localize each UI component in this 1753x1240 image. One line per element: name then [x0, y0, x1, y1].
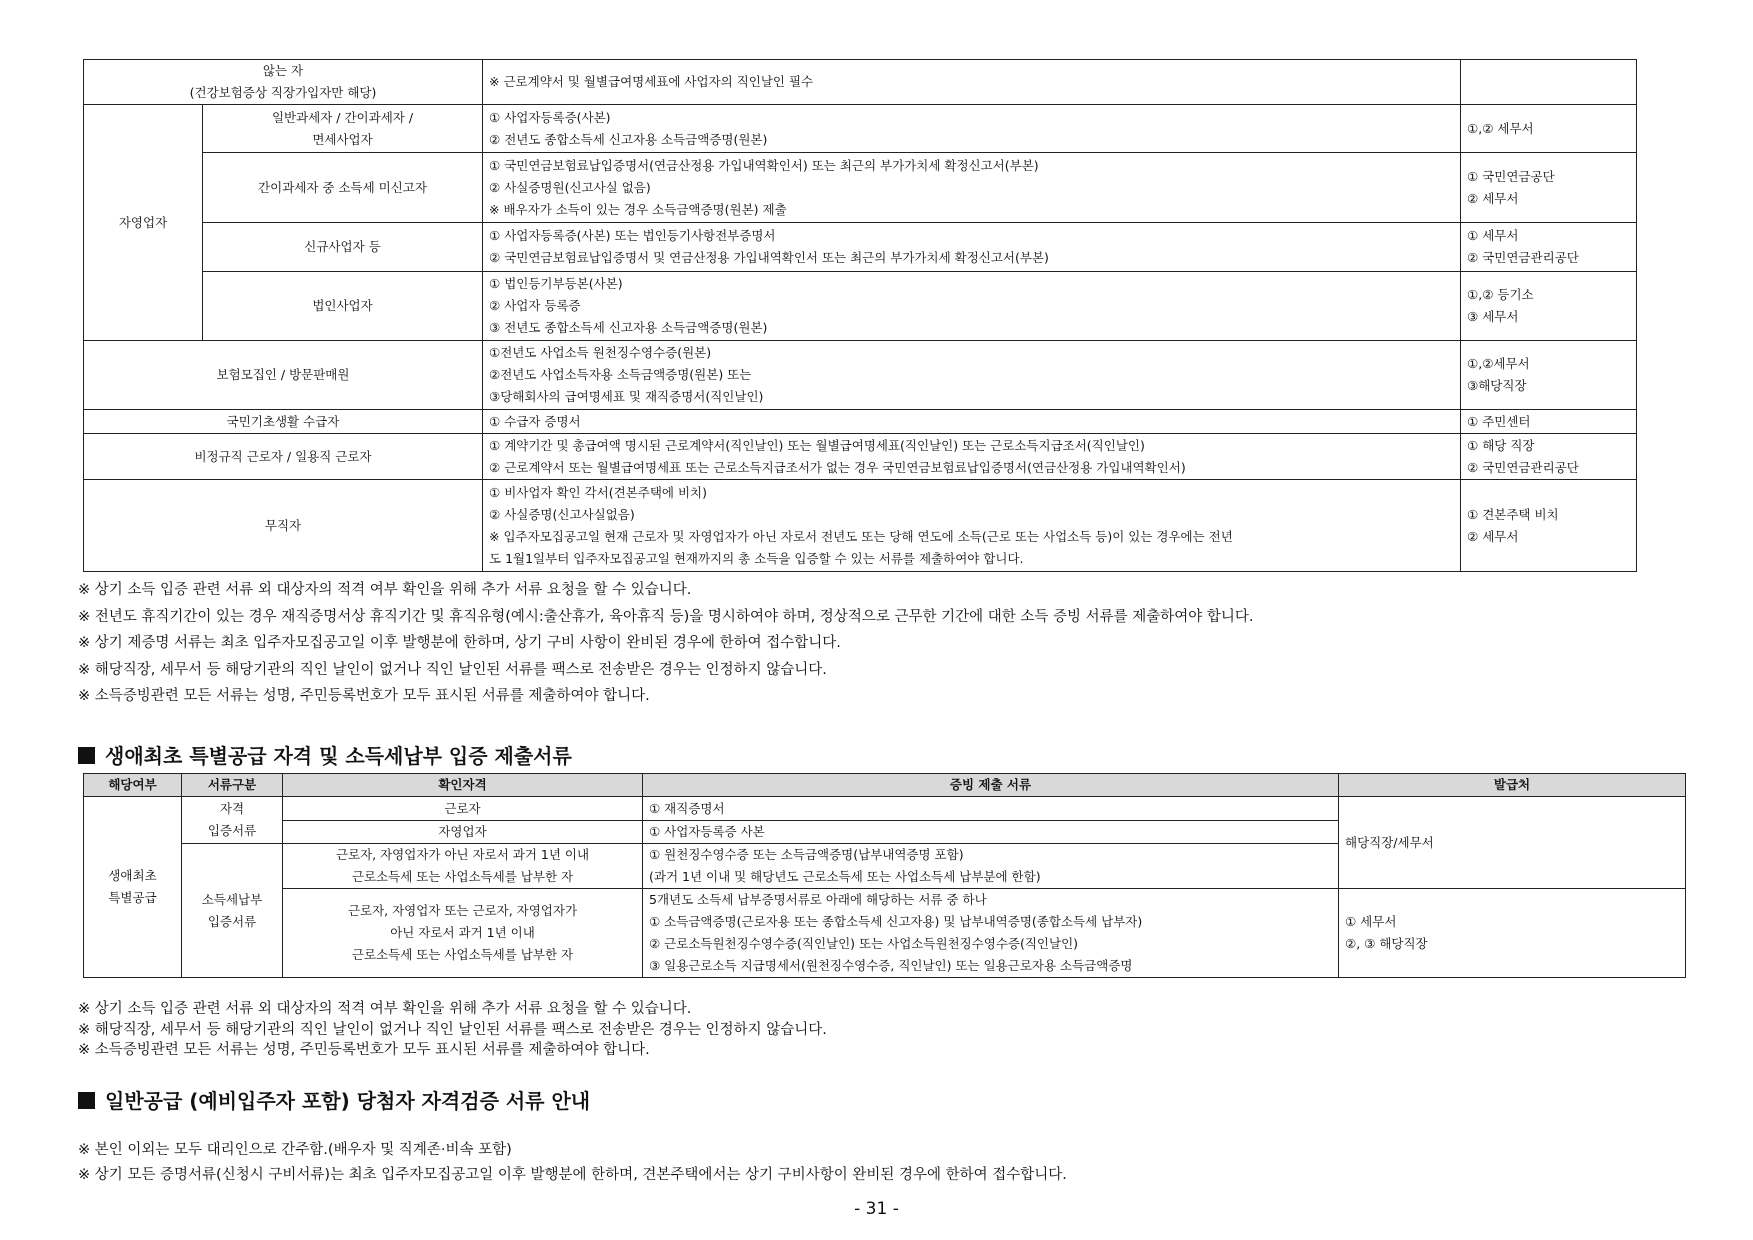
cell-line: (과거 1년 이내 및 해당년도 근로소득세 또는 사업소득세 납부분에 한함) [649, 869, 1041, 884]
column-header: 서류구분 [182, 774, 283, 797]
note-line: ※ 소득증빙관련 모든 서류는 성명, 주민등록번호가 모두 표시된 서류를 제출하여야 합니다. [78, 1042, 650, 1058]
cell-line: 법인사업자 [312, 298, 373, 313]
category-cell [84, 480, 483, 572]
notes-block [78, 1138, 1067, 1188]
notes-block [78, 999, 827, 1061]
issuer-cell [1339, 889, 1686, 978]
square-bullet-icon [78, 747, 95, 764]
cell-line: 비정규직 근로자 / 일용직 근로자 [194, 448, 372, 464]
table-row [84, 410, 1637, 434]
note-line: ※ 해당직장, 세무서 등 해당기관의 직인 날인이 없거나 직인 날인된 서류를 팩스로 전송받은 경우는 인정하지 않습니다. [78, 1021, 827, 1038]
cell-line: ② 국민연금관리공단 [1467, 250, 1579, 265]
docs-cell [643, 797, 1339, 821]
cell-line: ① 국민연금공단 [1467, 168, 1555, 184]
cell-line: 자영업자 [438, 824, 487, 839]
issuer-cell [1461, 223, 1637, 272]
cell-line: ※ 입주자모집공고일 현재 근로자 및 자영업자가 아닌 자로서 전년도 또는 당해 연도에 소득(근로 또는 사업소득 등)이 있는 경우에는 전년 [489, 528, 1233, 544]
table-row [84, 889, 1686, 978]
square-bullet-icon [78, 1092, 95, 1109]
note-line: ※ 상기 소득 입증 관련 서류 외 대상자의 적격 여부 확인을 위해 추가 서류 요청을 할 수 있습니다. [78, 1001, 692, 1017]
cell-line: ① 계약기간 및 총급여액 명시된 근로계약서(직인날인) 또는 월별급여명세표(직인날인) 또는 근로소득지급조서(직인날인) [489, 437, 1145, 453]
table-header-row [84, 774, 1686, 797]
cell-line: ①전년도 사업소득 원천징수영수증(원본) [489, 345, 712, 360]
note-line: ※ 전년도 휴직기간이 있는 경우 재직증명서상 휴직기간 및 휴직유형(예시:출산휴가, 육아휴직 등)을 명시하여야 하며, 정상적으로 근무한 기간에 대한 소득 증빙 서류를 제출하여야 합니다. [78, 608, 1254, 625]
docs-cell [483, 105, 1461, 153]
cell-line: ② 세무서 [1467, 190, 1519, 206]
cell-line: ①,② 등기소 [1467, 287, 1534, 302]
table-row [84, 223, 1637, 272]
cell-line: 입증서류 [207, 913, 257, 929]
section-heading [78, 740, 572, 769]
group-cell [84, 797, 182, 978]
cell-line: ② 세무서 [1467, 528, 1519, 544]
subcategory-cell [203, 153, 483, 223]
cell-line: ② 사실증명원(신고사실 없음) [489, 179, 651, 195]
column-header: 해당여부 [84, 774, 182, 797]
issuer-cell [1461, 410, 1637, 434]
cell-line: ①,② 세무서 [1467, 120, 1534, 136]
cell-line: ① 법인등기부등본(사본) [489, 276, 623, 291]
cell-line: ※ 근로계약서 및 월별급여명세표에 사업자의 직인날인 필수 [489, 74, 814, 89]
issuer-cell [1461, 60, 1637, 105]
qualification-cell [283, 821, 643, 844]
subcategory-cell [203, 223, 483, 272]
cell-line: (건강보험증상 직장가입자만 해당) [189, 85, 377, 100]
docs-cell [483, 223, 1461, 272]
docs-cell [643, 821, 1339, 844]
cell-line: 근로소득세 또는 사업소득세를 납부한 자 [351, 947, 574, 962]
cell-line: 신규사업자 등 [304, 239, 381, 254]
cell-line: 보험모집인 / 방문판매원 [216, 367, 350, 382]
note-line: ※ 상기 소득 입증 관련 서류 외 대상자의 적격 여부 확인을 위해 추가 서류 요청을 할 수 있습니다. [78, 582, 692, 598]
qualification-cell [283, 844, 643, 889]
first-time-buyer-docs-table [83, 773, 1686, 978]
cell-line: ②전년도 사업소득자용 소득금액증명(원본) 또는 [489, 367, 752, 382]
cell-line: 생애최초 [108, 868, 157, 883]
issuer-cell [1461, 434, 1637, 480]
self-employed-label: 자영업자 [84, 105, 203, 341]
cell-line: ① 비사업자 확인 각서(견본주택에 비치) [489, 484, 707, 500]
section-heading [78, 1085, 590, 1114]
cell-line: ※ 배우자가 소득이 있는 경우 소득금액증명(원본) 제출 [489, 201, 787, 217]
table-row [84, 105, 1637, 153]
cell-line: 자격 [219, 801, 245, 816]
cell-line: ① 세무서 [1467, 228, 1519, 243]
doc-type-cell [182, 844, 283, 978]
docs-cell [643, 889, 1339, 978]
subcategory-cell [203, 105, 483, 153]
cell-line: 아닌 자로서 과거 1년 이내 [390, 925, 535, 940]
cell-line: 국민기초생활 수급자 [226, 413, 340, 429]
column-header: 발급처 [1339, 774, 1686, 797]
cell-line: ① 세무서 [1345, 914, 1397, 929]
cell-line: ① 견본주택 비치 [1467, 506, 1559, 522]
cell-line: ③당해회사의 급여명세표 및 재직증명서(직인날인) [489, 389, 764, 404]
cell-line: 도 1월1일부터 입주자모집공고일 현재까지의 총 소득을 입증할 수 있는 서류를 제출하여야 합니다. [489, 550, 1024, 566]
section-title: 일반공급 (예비입주자 포함) 당첨자 자격검증 서류 안내 [105, 1089, 591, 1113]
cell-line: 5개년도 소득세 납부증명서류로 아래에 해당하는 서류 중 하나 [649, 892, 987, 907]
cell-line: 간이과세자 중 소득세 미신고자 [258, 179, 427, 195]
docs-cell [483, 153, 1461, 223]
cell-line: ① 주민센터 [1467, 413, 1531, 429]
cell-line: ② 국민연금보험료납입증명서 및 연금산정용 가입내역확인서 또는 최근의 부가가치세 확정신고서(부본) [489, 250, 1049, 265]
cell-line: ① 사업자등록증 사본 [649, 824, 765, 839]
subcategory-cell [203, 272, 483, 341]
cell-line: ② 근로소득원천징수영수증(직인날인) 또는 사업소득원천징수영수증(직인날인) [649, 936, 1079, 951]
income-docs-table [83, 59, 1637, 572]
note-line: ※ 본인 이외는 모두 대리인으로 간주함.(배우자 및 직계존·비속 포함) [78, 1142, 512, 1158]
cell-line: ① 사업자등록증(사본) 또는 법인등기사항전부증명서 [489, 228, 776, 243]
doc-type-cell [182, 797, 283, 844]
docs-cell [483, 60, 1461, 105]
table-row [84, 60, 1637, 105]
docs-cell [483, 341, 1461, 410]
category-cell [84, 341, 483, 410]
table-row [84, 480, 1637, 572]
note-line: ※ 상기 모든 증명서류(신청시 구비서류)는 최초 입주자모집공고일 이후 발행분에 한하며, 견본주택에서는 상기 구비사항이 완비된 경우에 한하여 접수합니다. [78, 1167, 1067, 1183]
cell-line: ① 수급자 증명서 [489, 413, 581, 429]
cell-line: 근로자, 자영업자 또는 근로자, 자영업자가 [347, 903, 578, 918]
cell-line: ② 국민연금관리공단 [1467, 459, 1579, 475]
category-cell [84, 434, 483, 480]
cell-line: ① 국민연금보험료납입증명서(연금산정용 가입내역확인서) 또는 최근의 부가가치세 확정신고서(부본) [489, 157, 1039, 173]
cell-line: 입증서류 [207, 823, 257, 838]
docs-cell [643, 844, 1339, 889]
docs-cell [483, 434, 1461, 480]
issuer-cell [1461, 272, 1637, 341]
cell-line: ② 사실증명(신고사실없음) [489, 506, 635, 522]
cell-line: 소득세납부 [201, 891, 263, 907]
cell-line: ① 재직증명서 [649, 800, 725, 816]
cell-line: ② 사업자 등록증 [489, 298, 581, 313]
docs-cell [483, 272, 1461, 341]
cell-line: ③ 세무서 [1467, 309, 1519, 324]
cell-line: 근로소득세 또는 사업소득세를 납부한 자 [351, 869, 574, 884]
table-row [84, 434, 1637, 480]
section-title: 생애최초 특별공급 자격 및 소득세납부 입증 제출서류 [105, 744, 572, 768]
qualification-cell [283, 797, 643, 821]
issuer-cell [1339, 797, 1686, 889]
table-row [84, 341, 1637, 410]
cell-line: 무직자 [264, 517, 302, 533]
cell-line: ② 전년도 종합소득세 신고자용 소득금액증명(원본) [489, 131, 768, 147]
cell-line: 근로자 [444, 800, 481, 816]
docs-cell [483, 410, 1461, 434]
notes-block [78, 577, 1253, 710]
cell-line: 특별공급 [108, 890, 157, 905]
column-header: 증빙 제출 서류 [643, 774, 1339, 797]
table-row [84, 797, 1686, 821]
cell-line: ① 소득금액증명(근로자용 또는 종합소득세 신고자용) 및 납부내역증명(종합소득세 납부자) [649, 914, 1143, 929]
cell-line: ② 근로계약서 또는 월별급여명세표 또는 근로소득지급조서가 없는 경우 국민연금보험료납입증명서(연금산정용 가입내역확인서) [489, 459, 1186, 475]
category-cell [84, 410, 483, 434]
note-line: ※ 해당직장, 세무서 등 해당기관의 직인 날인이 없거나 직인 날인된 서류를 팩스로 전송받은 경우는 인정하지 않습니다. [78, 661, 827, 678]
cell-line: ①,②세무서 [1467, 356, 1530, 371]
cell-line: ③해당직장 [1467, 378, 1527, 393]
issuer-cell [1461, 341, 1637, 410]
cell-line: ③ 일용근로소득 지급명세서(원천징수영수증, 직인날인) 또는 일용근로자용 소득금액증명 [649, 958, 1133, 973]
cell-line: ③ 전년도 종합소득세 신고자용 소득금액증명(원본) [489, 320, 768, 335]
table-row [84, 153, 1637, 223]
cell-line: 해당직장/세무서 [1345, 834, 1434, 850]
cell-line: 일반과세자 / 간이과세자 / [271, 109, 414, 125]
issuer-cell [1461, 153, 1637, 223]
note-line: ※ 상기 제증명 서류는 최초 입주자모집공고일 이후 발행분에 한하며, 상기 구비 사항이 완비된 경우에 한하여 접수합니다. [78, 635, 841, 651]
page-number: - 31 - [854, 1199, 899, 1219]
cell-line: 면세사업자 [312, 131, 373, 147]
issuer-cell [1461, 105, 1637, 153]
note-line: ※ 소득증빙관련 모든 서류는 성명, 주민등록번호가 모두 표시된 서류를 제출하여야 합니다. [78, 688, 650, 704]
qualification-cell [283, 889, 643, 978]
cell-line: ① 원천징수영수증 또는 소득금액증명(납부내역증명 포함) [649, 847, 964, 862]
cell-line: 근로자, 자영업자가 아닌 자로서 과거 1년 이내 [335, 847, 590, 862]
table-row [84, 272, 1637, 341]
issuer-cell [1461, 480, 1637, 572]
column-header: 확인자격 [283, 774, 643, 797]
cell-line: 않는 자 [262, 63, 304, 78]
category-cell [84, 60, 483, 105]
cell-line: ① 해당 직장 [1467, 437, 1535, 453]
cell-line: ②, ③ 해당직장 [1345, 936, 1428, 951]
cell-line: ① 사업자등록증(사본) [489, 109, 611, 125]
docs-cell [483, 480, 1461, 572]
